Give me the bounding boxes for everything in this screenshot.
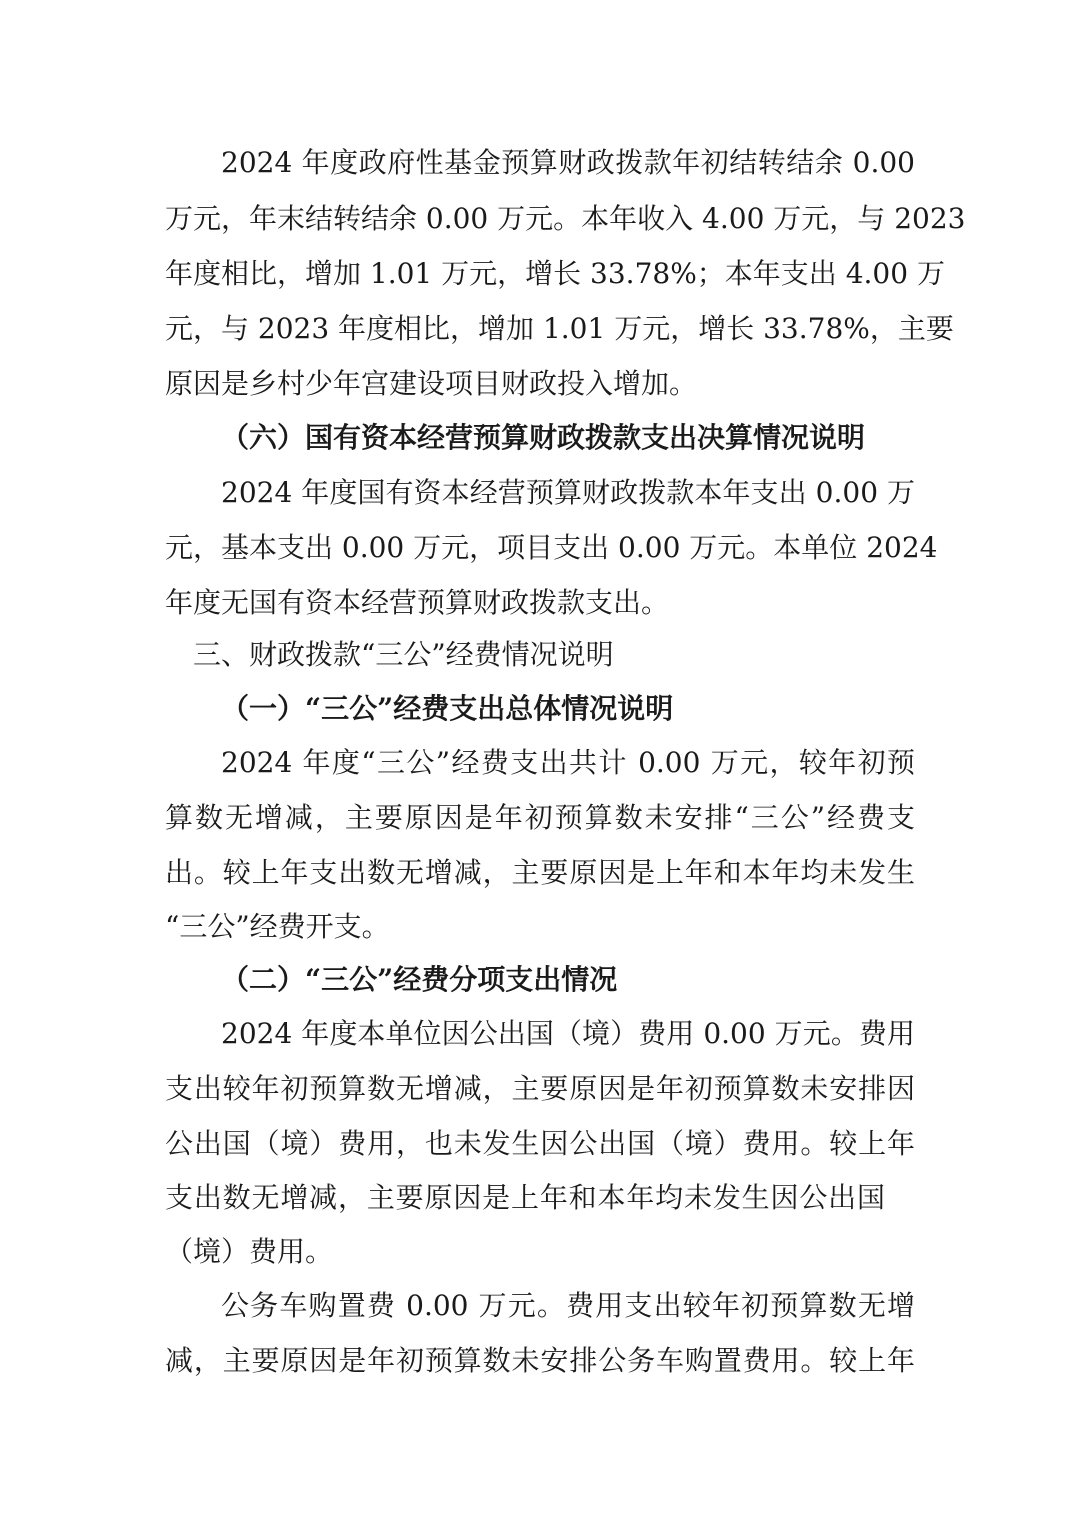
paragraph-line: 2024 年度政府性基金预算财政拨款年初结转结余 0.00 bbox=[221, 146, 915, 179]
paragraph-line: 万元，年末结转结余 0.00 万元。本年收入 4.00 万元，与 2023 bbox=[165, 202, 966, 235]
paragraph-line: “三公”经费开支。 bbox=[165, 910, 390, 943]
paragraph-line: 2024 年度“三公”经费支出共计 0.00 万元，较年初预 bbox=[221, 746, 915, 779]
paragraph-line: 支出数无增减，主要原因是上年和本年均未发生因公出国 bbox=[165, 1181, 885, 1214]
paragraph-line: 算数无增减，主要原因是年初预算数未安排“三公”经费支 bbox=[165, 801, 915, 834]
paragraph-line: 支出较年初预算数无增减，主要原因是年初预算数未安排因 bbox=[165, 1072, 915, 1105]
paragraph-line: 减，主要原因是年初预算数未安排公务车购置费用。较上年 bbox=[165, 1344, 915, 1377]
paragraph-line: 2024 年度本单位因公出国（境）费用 0.00 万元。费用 bbox=[221, 1017, 915, 1050]
paragraph-line: 元，与 2023 年度相比，增加 1.01 万元，增长 33.78%，主要 bbox=[165, 312, 954, 345]
paragraph-line: 公出国（境）费用，也未发生因公出国（境）费用。较上年 bbox=[165, 1127, 915, 1160]
paragraph-line: （境）费用。 bbox=[165, 1235, 334, 1268]
section-heading: （一）“三公”经费支出总体情况说明 bbox=[221, 692, 674, 725]
section-heading: （二）“三公”经费分项支出情况 bbox=[221, 963, 618, 996]
chapter-heading: 三、财政拨款“三公”经费情况说明 bbox=[193, 638, 614, 671]
paragraph-line: 2024 年度国有资本经营预算财政拨款本年支出 0.00 万 bbox=[221, 476, 915, 509]
paragraph-line: 原因是乡村少年宫建设项目财政投入增加。 bbox=[165, 367, 698, 400]
paragraph-line: 出。较上年支出数无增减，主要原因是上年和本年均未发生 bbox=[165, 856, 915, 889]
section-heading: （六）国有资本经营预算财政拨款支出决算情况说明 bbox=[221, 421, 866, 454]
paragraph-line: 年度相比，增加 1.01 万元，增长 33.78%；本年支出 4.00 万 bbox=[165, 257, 945, 290]
paragraph-line: 年度无国有资本经营预算财政拨款支出。 bbox=[165, 586, 670, 619]
paragraph-line: 元，基本支出 0.00 万元，项目支出 0.00 万元。本单位 2024 bbox=[165, 531, 938, 564]
paragraph-line: 公务车购置费 0.00 万元。费用支出较年初预算数无增 bbox=[221, 1289, 915, 1322]
